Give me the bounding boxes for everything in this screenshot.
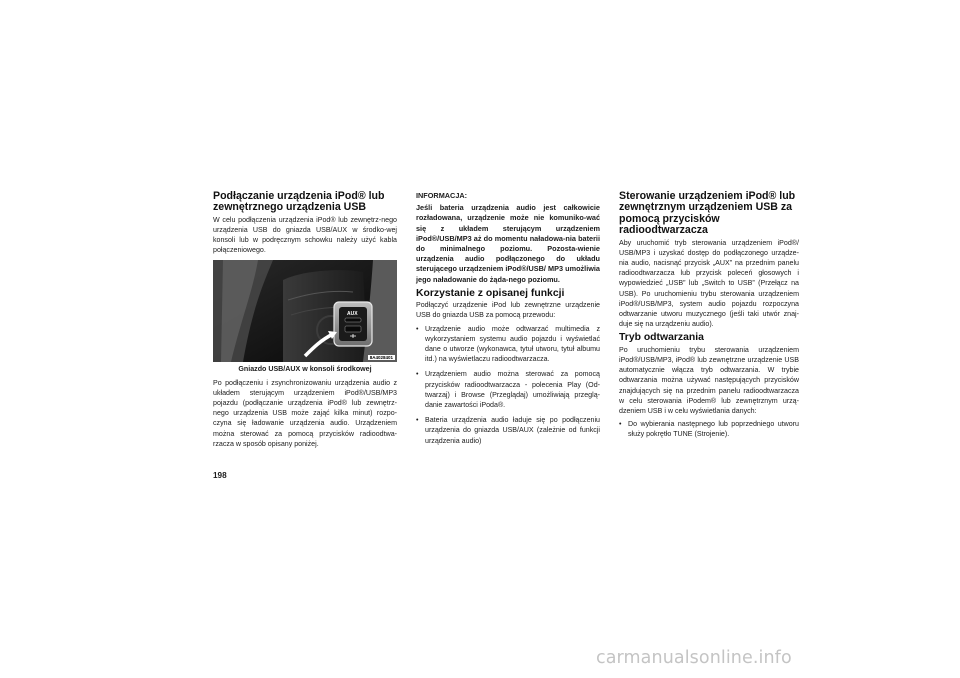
note-label: INFORMACJA: <box>416 191 468 200</box>
column-2 <box>416 191 600 451</box>
using-function-intro: Podłączyć urządzenie iPod lub zewnętrzne urządzenie USB do gniazda USB za pomocą przewodu: <box>416 301 600 320</box>
bullet-icon: • <box>416 324 419 333</box>
list-item <box>416 324 600 365</box>
list-item-text: Urządzenie audio może odtwarzać multimedia z wykorzystaniem systemu audio pojazdu i wyświetlać dane o utworze (wykonawca, tytuł utworu, tytuł albumu itd.) na wyświetlaczu radioodtwarzacza. <box>425 324 600 364</box>
console-usb-aux-photo <box>213 260 397 362</box>
page-number: 198 <box>213 471 227 480</box>
column-3 <box>619 191 799 445</box>
list-item-text: Urządzeniem audio można sterować za pomocą przycisków radioodtwarzacza - polecenia Play (Od-twarzaj) i Browse (Przeglądaj) umożliwiają przeglą-danie zawartości iPoda®. <box>425 370 600 410</box>
console-photo-illustration <box>213 260 397 362</box>
playback-paragraph: Po uruchomieniu trybu sterowania urządzeniem iPod®/USB/MP3, iPod® lub zewnętrzne urządzenie USB automatycznie włącza tryb odtwarzania. W trybie odtwarzania można używać następujących przycisków znajdujących się na przednim panelu radioodtwarzacza w celu sterowania iPodem® lub zewnętrznym urzą-dzeniem USB i w celu wyświetlania danych: <box>619 345 799 416</box>
heading-connect-ipod: Podłączanie urządzenia iPod® lub zewnętrznego urządzenia USB <box>213 190 385 214</box>
column-1 <box>213 191 397 452</box>
heading-playback-mode: Tryb odtwarzania <box>619 332 704 344</box>
list-item <box>416 369 600 410</box>
bullet-icon: • <box>416 416 419 425</box>
control-paragraph: Aby uruchomić tryb sterowania urządzeniem iPod®/ USB/MP3 i uzyskać dostęp do podłączonego urządze-nia audio, nacisnąć przycisk „AUX” na przednim panelu radioodtwarzacza lub przycisk poleceń głosowych i wypowiedzieć „USB” lub „Switch to USB” (Przełącz na USB). Po uruchomieniu trybu sterowania urządzeniem iPod®/USB/MP3, system audio pojazdu rozpoczyna odtwarzanie utworu muzycznego (jeśli taki utwór znaj-duje się na urządzeniu audio). <box>619 238 799 329</box>
playback-list <box>619 419 799 439</box>
photo-caption: Gniazdo USB/AUX w konsoli środkowej <box>238 364 372 373</box>
charging-paragraph: Po podłączeniu i zsynchronizowaniu urządzenia audio z układem sterującym urządzeniem iPod®/USB/MP3 pojazdu (podłączanie urządzenia iPod® lub zewnętrz-nego urządzenia USB może zająć kilka minut) rozpo-czyna się ładowanie urządzenia audio. Urządzeniem można sterować za pomocą przycisków radioodtwa-rzacza w sposób opisany poniżej. <box>213 378 397 448</box>
intro-paragraph: W celu podłączenia urządzenia iPod® lub zewnętrz-nego urządzenia USB do gniazda USB/AUX w środko-wej konsoli lub w podręcznym schowku należy użyć kabla połączeniowego. <box>213 215 397 255</box>
list-item-text: Bateria urządzenia audio ładuje się po podłączeniu urządzenia do gniazda USB/AUX (zależnie od funkcji urządzenia audio) <box>425 416 600 445</box>
list-item-text: Do wybierania następnego lub poprzedniego utworu służy pokrętło TUNE (Strojenie). <box>628 420 799 439</box>
aux-port-label: AUX <box>347 310 358 317</box>
heading-using-function: Korzystanie z opisanej funkcji <box>416 287 565 299</box>
bullet-icon: • <box>416 370 419 379</box>
note-text: Jeśli bateria urządzenia audio jest całkowicie rozładowana, urządzenie może nie komuniko-wać się z układem sterującym urządzeniem iPod®/USB/MP3 aż do momentu naładowa-nia baterii do minimalnego poziomu. Pozosta-wienie urządzenia audio podłączonego do układu sterującego urządzeniem iPod®/USB/ MP3 umożliwia jego naładowanie do żąda-nego poziomu. <box>416 203 600 284</box>
bullet-icon: • <box>619 420 622 429</box>
watermark: carmanualsonline.info <box>596 648 792 668</box>
photo-reference-code: 8A4028401 <box>369 354 393 360</box>
heading-control-buttons: Sterowanie urządzeniem iPod® lub zewnętrznym urządzeniem USB za pomocą przycisków radioodtwarzacza <box>619 190 796 237</box>
list-item <box>619 419 799 439</box>
list-item <box>416 415 600 446</box>
using-function-list <box>416 324 600 446</box>
